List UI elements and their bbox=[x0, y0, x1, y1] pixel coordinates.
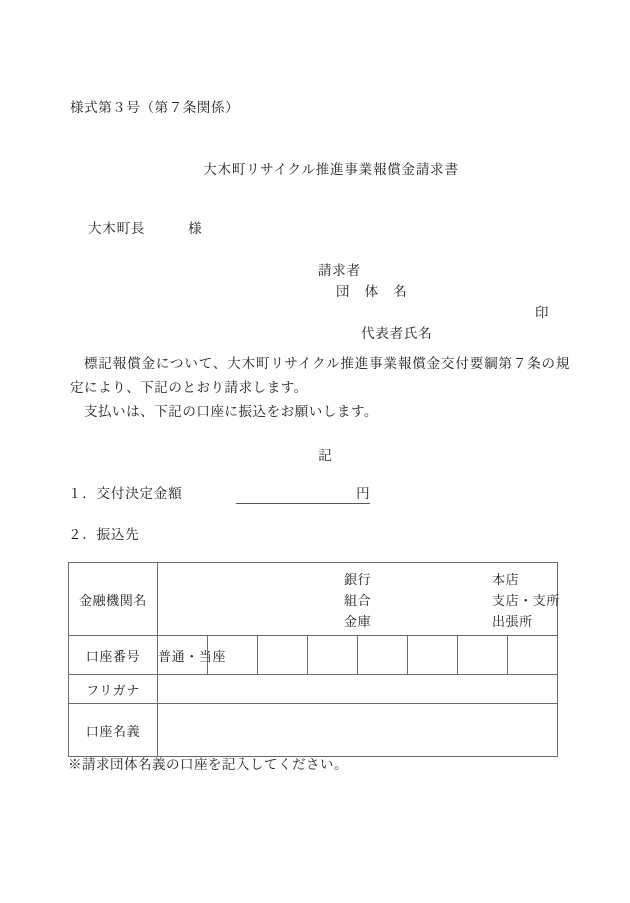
form-number: 様式第３号（第７条関係） bbox=[70, 100, 240, 115]
seal-icon: 印 bbox=[535, 305, 550, 320]
footnote: ※請求団体名義の口座を記入してください。 bbox=[68, 757, 348, 772]
account-type-options[interactable]: 普通・当座 bbox=[158, 636, 208, 675]
institution-branch-options bbox=[492, 569, 560, 632]
bank-details-table bbox=[68, 562, 561, 757]
organization-name-label: 団 体 名 bbox=[336, 284, 408, 299]
item-transfer-destination-label: ２．振込先 bbox=[68, 527, 140, 542]
furigana-label: フリガナ bbox=[69, 675, 158, 704]
institution-name-label: 金融機関名 bbox=[69, 563, 158, 636]
branch-option-head-office[interactable]: 本店 bbox=[492, 572, 520, 587]
body-text bbox=[70, 352, 570, 424]
table-row-furigana bbox=[69, 675, 558, 704]
institution-kind-options bbox=[344, 569, 371, 632]
ki-marker: 記 bbox=[318, 448, 332, 463]
account-name-field[interactable] bbox=[158, 704, 558, 757]
account-digit-cell-6[interactable] bbox=[458, 636, 508, 675]
table-row-institution bbox=[69, 563, 558, 636]
item-grant-amount-label: １．交付決定金額 bbox=[68, 486, 183, 501]
grant-amount-unit: 円 bbox=[356, 486, 371, 501]
account-digit-cell-2[interactable] bbox=[258, 636, 308, 675]
body-paragraph-2: 支払いは、下記の口座に振込をお願いします。 bbox=[84, 404, 378, 419]
account-digit-cell-5[interactable] bbox=[408, 636, 458, 675]
institution-kind-option-union[interactable]: 組合 bbox=[344, 593, 372, 608]
institution-kind-option-shinkin[interactable]: 金庫 bbox=[344, 614, 372, 629]
branch-option-branch[interactable]: 支店・支所 bbox=[492, 593, 561, 608]
institution-kind-option-bank[interactable]: 銀行 bbox=[344, 572, 372, 587]
account-digit-cell-4[interactable] bbox=[358, 636, 408, 675]
account-number-label: 口座番号 bbox=[69, 636, 158, 675]
addressee-line: 大木町長 様 bbox=[88, 221, 203, 236]
furigana-field[interactable] bbox=[158, 675, 558, 704]
table-row-account-number bbox=[69, 636, 558, 675]
table-row-account-name bbox=[69, 704, 558, 757]
account-digit-cell-7[interactable] bbox=[508, 636, 558, 675]
item-grant-amount bbox=[68, 482, 370, 504]
claimant-heading: 請求者 bbox=[318, 263, 361, 278]
grant-amount-field[interactable] bbox=[236, 482, 370, 504]
representative-name-label: 代表者氏名 bbox=[361, 326, 433, 341]
body-paragraph-1: 標記報償金について、大木町リサイクル推進事業報償金交付要綱第７条の規定により、下記のとおり請求します。 bbox=[70, 356, 570, 395]
institution-name-field[interactable] bbox=[158, 563, 561, 636]
account-name-label: 口座名義 bbox=[69, 704, 158, 757]
page-title: 大木町リサイクル推進事業報償金請求書 bbox=[203, 162, 459, 177]
branch-option-sub-office[interactable]: 出張所 bbox=[492, 614, 533, 629]
account-digit-cell-3[interactable] bbox=[308, 636, 358, 675]
